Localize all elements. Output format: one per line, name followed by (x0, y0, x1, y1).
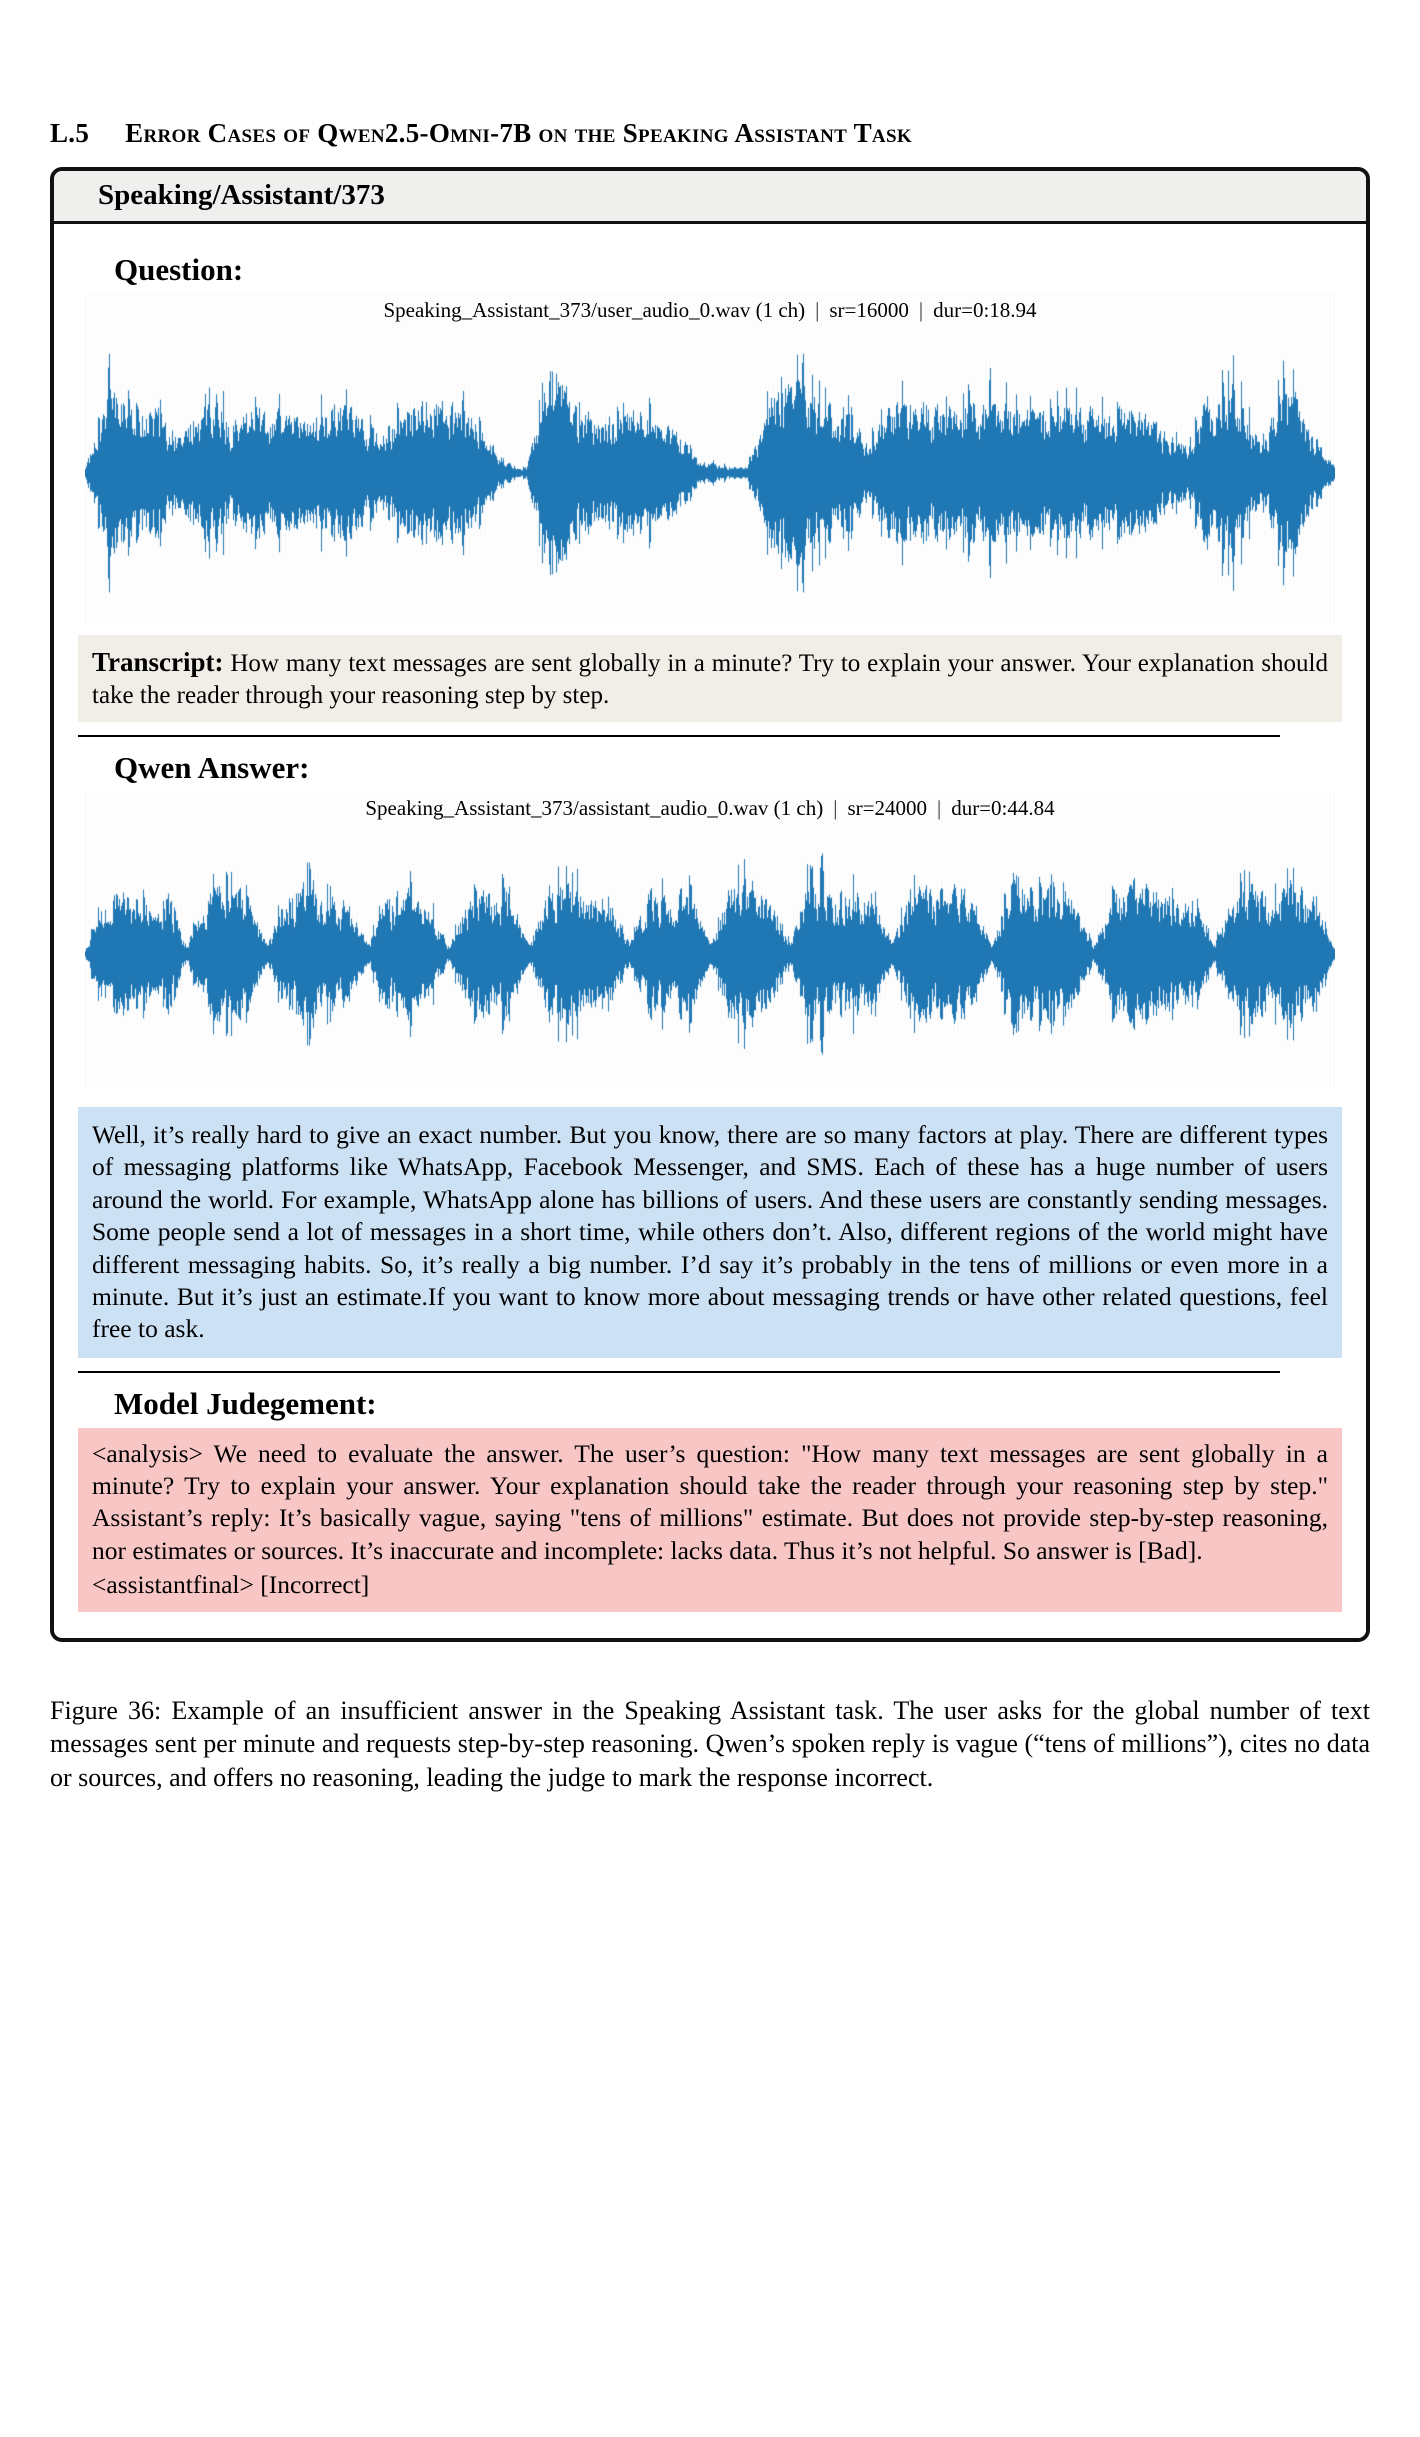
assistant-audio-duration: dur=0:44.84 (951, 796, 1055, 820)
user-audio-duration: dur=0:18.94 (933, 298, 1037, 322)
example-card (50, 167, 1370, 1642)
assistant-audio-figure (85, 792, 1335, 1089)
assistant-audio-filename: Speaking_Assistant_373/assistant_audio_0.wav (1 ch) (365, 796, 824, 820)
pipe-separator: | (936, 796, 942, 820)
user-audio-filename: Speaking_Assistant_373/user_audio_0.wav (1 ch) (383, 298, 806, 322)
section-title: Error Cases of Qwen2.5-Omni-7B on the Speaking Assistant Task (125, 118, 912, 148)
user-audio-figure (85, 294, 1335, 625)
pipe-separator: | (918, 298, 924, 322)
judgement-heading: Model Judegement: (114, 1385, 377, 1421)
divider (78, 1371, 1280, 1373)
judgement-analysis: <analysis> We need to evaluate the answer. The user’s question: "How many text messages are sent globally in a minute? Try to explain your answer. Your explanation should take the reader through your reasoning step by step." Assistant’s reply: It’s basically vague, saying "tens of millions" estimate. But does not provide step-by-step reasoning, nor estimates or sources. It’s inaccurate and incomplete: lacks data. Thus it’s not helpful. So answer is [Bad]. (92, 1438, 1328, 1565)
qwen-answer-text: Well, it’s really hard to give an exact number. But you know, there are so many factors at play. There are different types of messaging platforms like WhatsApp, Facebook Messenger, and SMS. Each of these has a huge number of users around the world. For example, WhatsApp alone has billions of users. And these users are constantly sending messages. Some people send a lot of messages in a short time, while others don’t. Also, different regions of the world might have different messaging habits. So, it’s really a big number. I’d say it’s probably in the tens of millions or even more in a minute. But it’s just an estimate.If you want to know more about messaging trends or have other related questions, feel free to ask. (78, 1107, 1342, 1358)
judgement-final: <assistantfinal> [Incorrect] (92, 1570, 370, 1600)
pipe-separator: | (833, 796, 838, 820)
assistant-audio-samplerate: sr=24000 (847, 796, 927, 820)
section-number: L.5 (50, 118, 90, 148)
section-heading (50, 118, 1370, 149)
assistant-audio-caption (85, 796, 1335, 821)
user-audio-waveform (85, 325, 1335, 621)
card-body (54, 224, 1366, 1638)
pipe-separator: | (815, 298, 820, 322)
answer-heading: Qwen Answer: (114, 750, 310, 785)
card-title: Speaking/Assistant/373 (54, 171, 1366, 224)
transcript-block (78, 635, 1342, 722)
transcript-label: Transcript: (92, 647, 224, 677)
judgement-block (78, 1428, 1342, 1612)
transcript-text: How many text messages are sent globally in a minute? Try to explain your answer. Your explanation should take the reader through your reasoning step by step. (92, 650, 1328, 709)
user-audio-samplerate: sr=16000 (829, 298, 909, 322)
assistant-audio-waveform (85, 823, 1335, 1085)
user-audio-caption (85, 298, 1335, 323)
divider (78, 735, 1280, 737)
question-heading: Question: (114, 252, 244, 287)
paper-page (0, 118, 1420, 1795)
figure-caption: Figure 36: Example of an insufficient answer in the Speaking Assistant task. The user asks for the global number of text messages sent per minute and requests step-by-step reasoning. Qwen’s spoken reply is vague (“tens of millions”), cites no data or sources, and offers no reasoning, leading the judge to mark the response incorrect. (50, 1695, 1370, 1793)
